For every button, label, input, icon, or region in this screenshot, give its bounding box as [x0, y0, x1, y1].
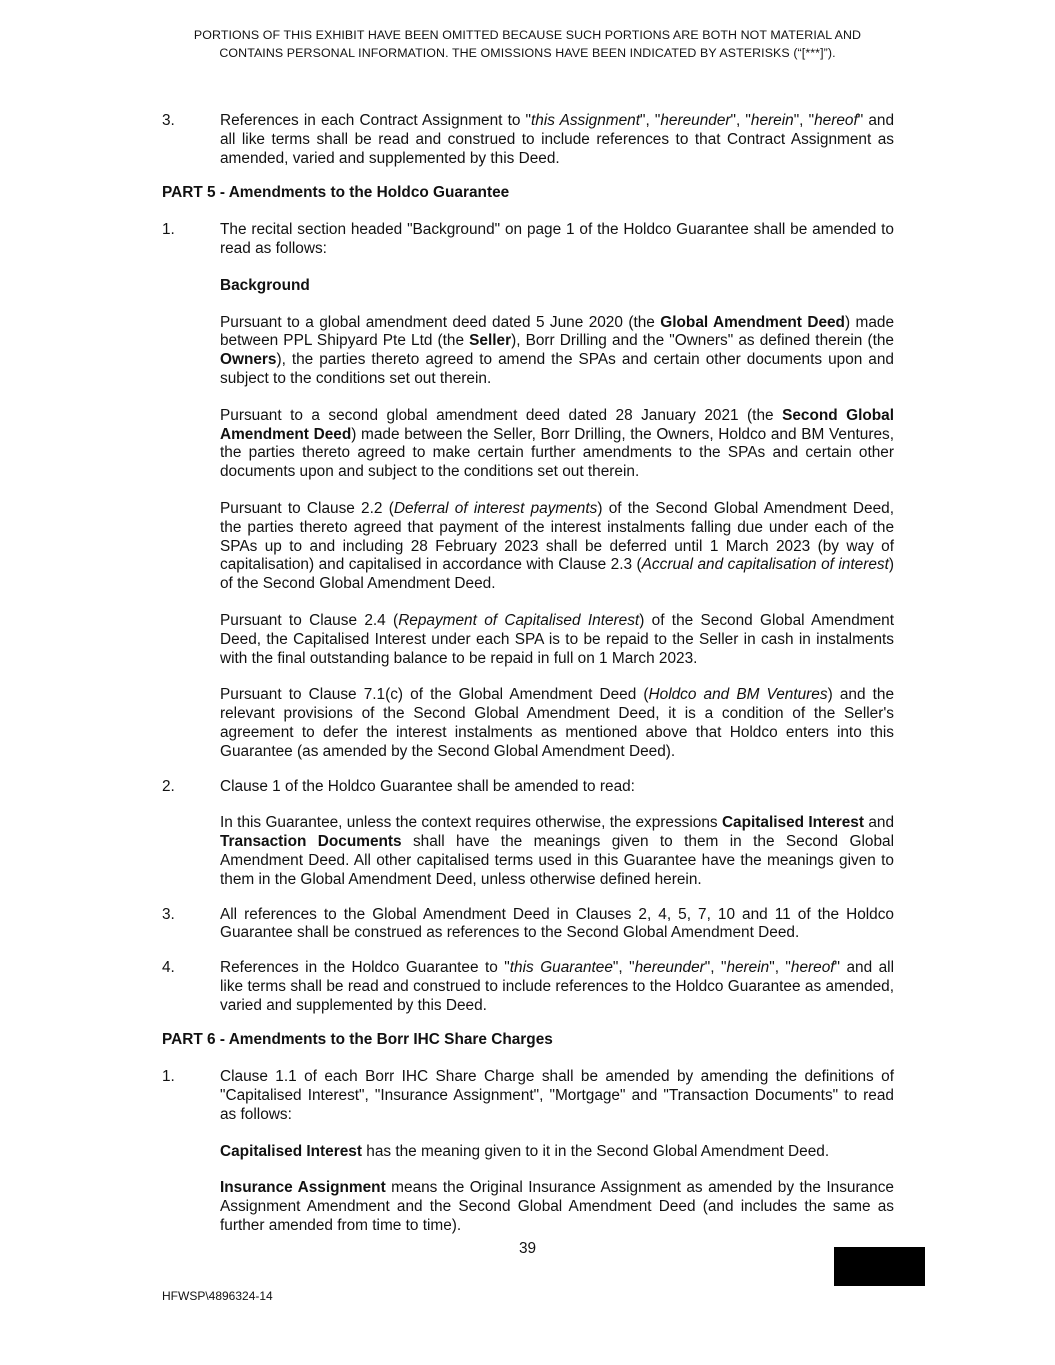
- notice-line-2: CONTAINS PERSONAL INFORMATION. THE OMISSIONS HAVE BEEN INDICATED BY ASTERISKS (“[***]”).: [219, 46, 836, 60]
- clause-intro: Clause 1.1 of each Borr IHC Share Charge shall be amended by amending the definitions of "Capitalised Interest", "Insurance Assignment", "Mortgage" and "Transaction Documents" to read as follows:: [220, 1068, 894, 1123]
- clause-text: [220, 778, 894, 890]
- clause-item: [162, 959, 894, 1015]
- clause-paragraph: In this Guarantee, unless the context requires otherwise, the expressions Capitalised Interest and Transaction Documents shall have the meanings given to them in the Second Global Amendment Deed. All other capitalised terms used in this Guarantee have the meanings given to them in the Global Amendment Deed, unless otherwise defined herein.: [220, 814, 894, 888]
- definition-insurance-assignment: Insurance Assignment means the Original Insurance Assignment as amended by the Insurance Assignment Amendment and the Second Global Amendment Deed (and includes the same as further amended from time to time).: [220, 1179, 894, 1235]
- clause-item: [162, 221, 894, 761]
- confidentiality-notice: [140, 26, 915, 62]
- clause-item: [162, 1068, 894, 1236]
- background-paragraph: Pursuant to Clause 2.2 (Deferral of interest payments) of the Second Global Amendment Deed, the parties thereto agreed that payment of the interest instalments falling due under each of the SPAs up to and including 28 February 2023 shall be deferred until 1 March 2023 (by way of capitalisation) and capitalised in accordance with Clause 2.3 (Accrual and capitalisation of interest) of the Second Global Amendment Deed.: [220, 499, 895, 593]
- clause-text: References in each Contract Assignment to "this Assignment", "hereunder", "herein", "hereof" and all like terms shall be read and construed to include references to that Contract Assignment as amended, varied and supplemented by this Deed.: [220, 112, 895, 167]
- notice-line-1: PORTIONS OF THIS EXHIBIT HAVE BEEN OMITTED BECAUSE SUCH PORTIONS ARE BOTH NOT MATERIAL AND: [193, 28, 862, 42]
- clause-item: [162, 778, 894, 890]
- page-number: 39: [518, 1240, 537, 1257]
- background-paragraph: Pursuant to a global amendment deed dated 5 June 2020 (the Global Amendment Deed) made between PPL Shipyard Pte Ltd (the Seller), Borr Drilling and the "Owners" as defined therein (the Owners), the parties thereto agreed to amend the SPAs and certain other documents upon and subject to the conditions set out therein.: [220, 313, 894, 387]
- clause-text: [220, 1068, 894, 1236]
- document-reference: HFWSP\4896324-14: [162, 1289, 273, 1303]
- clause-number: 1.: [162, 221, 175, 239]
- clause-number: 1.: [162, 1068, 175, 1086]
- clause-number: 3.: [162, 905, 175, 923]
- definition-capitalised-interest: Capitalised Interest has the meaning given to it in the Second Global Amendment Deed.: [220, 1142, 830, 1160]
- clause-text: [220, 221, 894, 761]
- clause-number: 4.: [162, 959, 175, 977]
- clause-item: [162, 112, 894, 168]
- background-paragraph: Pursuant to a second global amendment deed dated 28 January 2021 (the Second Global Amendment Deed) made between the Seller, Borr Drilling, the Owners, Holdco and BM Ventures, the parties thereto agreed to make certain further amendments to the SPAs and certain other documents upon and subject to the conditions set out therein.: [220, 406, 895, 481]
- part-5-heading: PART 5 - Amendments to the Holdco Guarantee: [162, 184, 510, 202]
- part-6-heading: PART 6 - Amendments to the Borr IHC Share Charges: [162, 1031, 553, 1049]
- background-paragraph: Pursuant to Clause 7.1(c) of the Global Amendment Deed (Holdco and BM Ventures) and the relevant provisions of the Second Global Amendment Deed, it is a condition of the Seller's agreement to defer the interest instalments as mentioned above that Holdco enters into this Guarantee (as amended by the Second Global Amendment Deed).: [220, 686, 895, 760]
- clause-number: 3.: [162, 112, 175, 129]
- clause-number: 2.: [162, 777, 175, 795]
- clause-intro: Clause 1 of the Holdco Guarantee shall be amended to read:: [220, 777, 635, 795]
- clause-text: All references to the Global Amendment Deed in Clauses 2, 4, 5, 7, 10 and 11 of the Holdco Guarantee shall be construed as references to the Second Global Amendment Deed.: [220, 905, 894, 942]
- redaction-block: [834, 1247, 925, 1286]
- document-body: [162, 112, 894, 1252]
- clause-item: [162, 906, 894, 944]
- clause-intro: The recital section headed "Background" on page 1 of the Holdco Guarantee shall be amended to read as follows:: [220, 221, 894, 257]
- background-heading: Background: [220, 276, 310, 294]
- clause-text: References in the Holdco Guarantee to "this Guarantee", "hereunder", "herein", "hereof" and all like terms shall be read and construed to include references to the Holdco Guarantee as amended, varied and supplemented by this Deed.: [220, 959, 895, 1014]
- background-paragraph: Pursuant to Clause 2.4 (Repayment of Capitalised Interest) of the Second Global Amendment Deed, the Capitalised Interest under each SPA is to be repaid to the Seller in cash in instalments with the final outstanding balance to be repaid in full on 1 March 2023.: [220, 611, 895, 667]
